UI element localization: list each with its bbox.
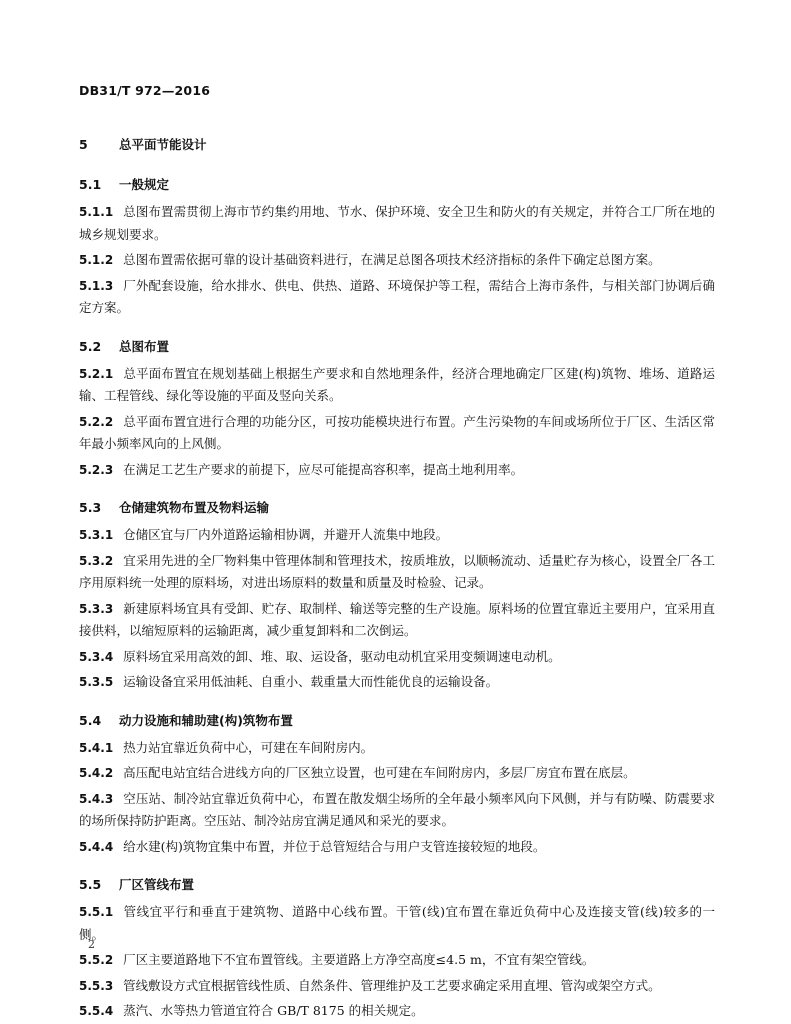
clause-text: 管线宜平行和垂直于建筑物、道路中心线布置。干管(线)宜布置在靠近负荷中心及连接支管(线)较多的一侧。 (79, 904, 715, 942)
clause-number: 5.5.1 (79, 905, 114, 919)
subsection-number: 5.4 (79, 712, 102, 728)
clause-number: 5.1.2 (79, 253, 114, 267)
clause (79, 788, 715, 833)
clause (79, 249, 715, 272)
clause-text: 蒸汽、水等热力管道宜符合 GB/T 8175 的相关规定。 (123, 1003, 424, 1018)
clause (79, 737, 715, 760)
clause-text: 总图布置需贯彻上海市节约集约用地、节水、保护环境、安全卫生和防火的有关规定，并符合工厂所在地的城乡规划要求。 (79, 204, 715, 242)
clause-number: 5.4.2 (79, 766, 114, 780)
clause (79, 550, 715, 595)
clause (79, 1000, 715, 1023)
subsection-number: 5.5 (79, 877, 102, 892)
clause-text: 管线敷设方式宜根据管线性质、自然条件、管理维护及工艺要求确定采用直埋、管沟或架空方式。 (123, 977, 661, 993)
subsection-title: 仓储建筑物布置及物料运输 (119, 500, 270, 515)
clause-text: 总平面布置宜进行合理的功能分区，可按功能模块进行布置。产生污染物的车间或场所位于厂区、生活区常年最小频率风向的上风侧。 (79, 413, 715, 451)
clause-number: 5.3.1 (79, 528, 114, 542)
subsection-heading (79, 495, 715, 521)
clause (79, 762, 715, 785)
clause (79, 836, 715, 859)
page-number: 2 (88, 938, 95, 951)
clause-text: 厂区主要道路地下不宜布置管线。主要道路上方净空高度≤4.5 m，不宜有架空管线。 (123, 952, 595, 967)
clause-number: 5.4.3 (79, 791, 114, 806)
clause (79, 901, 715, 946)
clause (79, 975, 715, 998)
clause-number: 5.5.3 (79, 978, 114, 993)
clause-text: 运输设备宜采用低油耗、自重小、载重量大而性能优良的运输设备。 (123, 674, 499, 689)
clause-text: 在满足工艺生产要求的前提下，应尽可能提高容积率，提高土地利用率。 (123, 461, 524, 477)
clause-text: 新建原料场宜具有受卸、贮存、取制样、输送等完整的生产设施。原料场的位置宜靠近主要用户，宜采用直接供料，以缩短原料的运输距离，减少重复卸料和二次倒运。 (79, 600, 715, 638)
clause-number: 5.4.4 (79, 839, 114, 854)
clause (79, 646, 715, 669)
clause-text: 原料场宜采用高效的卸、堆、取、运设备，驱动电动机宜采用变频调速电动机。 (123, 648, 561, 664)
standard-code: DB31/T 972—2016 (79, 83, 211, 98)
section-number: 5 (79, 137, 88, 152)
subsection-heading (79, 172, 715, 198)
clause (79, 411, 715, 456)
subsection-heading (79, 872, 715, 898)
clause (79, 524, 715, 547)
clause (79, 459, 715, 482)
subsection-number: 5.3 (79, 500, 102, 515)
clause (79, 598, 715, 643)
clause (79, 671, 715, 694)
clause (79, 363, 715, 408)
clause-text: 高压配电站宜结合进线方向的厂区独立设置，也可建在车间附房内，多层厂房宜布置在底层。 (123, 765, 636, 780)
clause-number: 5.3.2 (79, 553, 114, 568)
document-body (79, 132, 715, 1023)
clause-text: 给水建(构)筑物宜集中布置，并位于总管短结合与用户支管连接较短的地段。 (123, 838, 546, 854)
clause-number: 5.4.1 (79, 740, 114, 755)
clause-number: 5.1.3 (79, 278, 114, 293)
clause-text: 总平面布置宜在规划基础上根据生产要求和自然地理条件，经济合理地确定厂区建(构)筑物、堆场、道路运输、工程管线、绿化等设施的平面及竖向关系。 (79, 365, 715, 403)
clause-text: 仓储区宜与厂内外道路运输相协调，并避开人流集中地段。 (123, 527, 449, 542)
clause-number: 5.1.1 (79, 205, 114, 219)
clause-text: 热力站宜靠近负荷中心，可建在车间附房内。 (123, 739, 374, 755)
clause-number: 5.5.4 (79, 1004, 114, 1018)
subsection-number: 5.2 (79, 338, 102, 354)
clause-text: 空压站、制冷站宜靠近负荷中心，布置在散发烟尘场所的全年最小频率风向下风侧，并与有防噪、防震要求的场所保持防护距离。空压站、制冷站房宜满足通风和采光的要求。 (79, 790, 715, 828)
subsection-title: 厂区管线布置 (119, 877, 195, 892)
clause-number: 5.2.3 (79, 462, 114, 477)
section-heading (79, 132, 715, 158)
clause-number: 5.3.4 (79, 649, 114, 664)
subsection-heading (79, 708, 715, 734)
clause (79, 275, 715, 320)
subsection-title: 总图布置 (119, 338, 170, 354)
clause (79, 201, 715, 246)
subsection-title: 动力设施和辅助建(构)筑物布置 (119, 712, 293, 728)
clause-number: 5.2.1 (79, 366, 114, 381)
clause-number: 5.5.2 (79, 953, 114, 967)
subsection-number: 5.1 (79, 177, 102, 192)
clause-number: 5.3.5 (79, 675, 114, 689)
clause-text: 宜采用先进的全厂物料集中管理体制和管理技术，按质堆放，以顺畅流动、适量贮存为核心，设置全厂各工序用原料统一处理的原料场，对进出场原料的数量和质量及时检验、记录。 (79, 552, 715, 590)
subsection-heading (79, 334, 715, 360)
clause-text: 厂外配套设施，给水排水、供电、供热、道路、环境保护等工程，需结合上海市条件，与相关部门协调后确定方案。 (79, 277, 715, 315)
section-title: 总平面节能设计 (119, 137, 207, 152)
clause-text: 总图布置需依据可靠的设计基础资料进行，在满足总图各项技术经济指标的条件下确定总图方案。 (123, 252, 661, 267)
clause-number: 5.2.2 (79, 414, 114, 429)
clause-number: 5.3.3 (79, 601, 114, 616)
subsection-title: 一般规定 (119, 177, 170, 192)
clause (79, 949, 715, 972)
